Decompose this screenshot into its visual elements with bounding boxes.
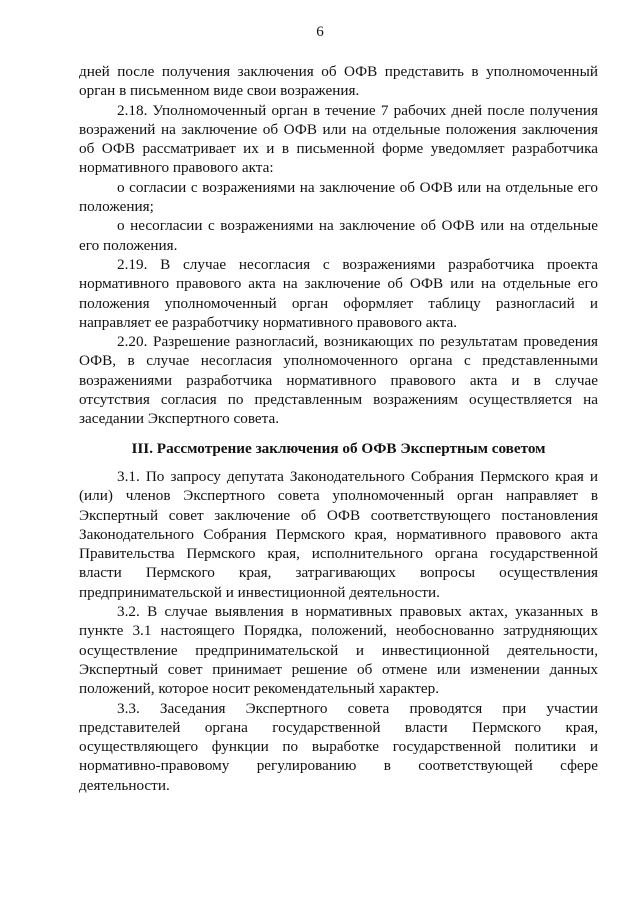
page-number: 6 — [316, 24, 324, 40]
paragraph-continuation: дней после получения заключения об ОФВ представить в уполномоченный орган в письменном виде свои возражения. — [79, 63, 598, 100]
paragraph-2-18: 2.18. Уполномоченный орган в течение 7 рабочих дней после получения возражений на заключение об ОФВ или на отдельные положения заключения об ОФВ рассматривает их и в письменной форме уведомляет разработчика нормативного правового акта: — [79, 101, 598, 177]
paragraph-2-19: 2.19. В случае несогласия с возражениями разработчика проекта нормативного правового акта на заключение об ОФВ или на отдельные его положения уполномоченный орган оформляет таблицу разногласий и направляет ее разработчику нормативного правового акта. — [79, 255, 598, 331]
paragraph-3-3: 3.3. Заседания Экспертного совета проводятся при участии представителей органа государственной власти Пермского края, осуществляющего функции по выработке государственной политики и нормативно-правовому регулированию в соответствующей сфере деятельности. — [79, 699, 598, 794]
paragraph-3-1: 3.1. По запросу депутата Законодательного Собрания Пермского края и (или) членов Экспертного совета уполномоченный орган направляет в Экспертный совет заключение об ОФВ соответствующего постановления Законодательного Собрания Пермского края, нормативного правового акта Правительства Пермского края, исполнительного органа государственной власти Пермского края, затрагивающих вопросы осуществления предпринимательской и инвестиционной деятельности. — [79, 467, 598, 601]
paragraph-3-2: 3.2. В случае выявления в нормативных правовых актах, указанных в пункте 3.1 настоящего Порядка, положений, необоснованно затрудняющих осуществление предпринимательской и инвестиционной деятельности, Экспертный совет принимает решение об отмене или изменении данных положений, которое носит рекомендательный характер. — [79, 603, 598, 698]
paragraph-2-20: 2.20. Разрешение разногласий, возникающих по результатам проведения ОФВ, в случае несогласия уполномоченного органа с представленными возражениями разработчика нормативного правового акта и в случае отсутствия согласия по представленным возражениям осуществляется на заседании Экспертного совета. — [79, 333, 598, 428]
section-heading: III. Рассмотрение заключения об ОФВ Экспертным советом — [131, 439, 546, 457]
paragraph-agreement: о согласии с возражениями на заключение об ОФВ или на отдельные его положения; — [79, 178, 598, 216]
paragraph-disagreement: о несогласии с возражениями на заключение об ОФВ или на отдельные его положения. — [79, 217, 598, 254]
document-body — [79, 62, 598, 795]
